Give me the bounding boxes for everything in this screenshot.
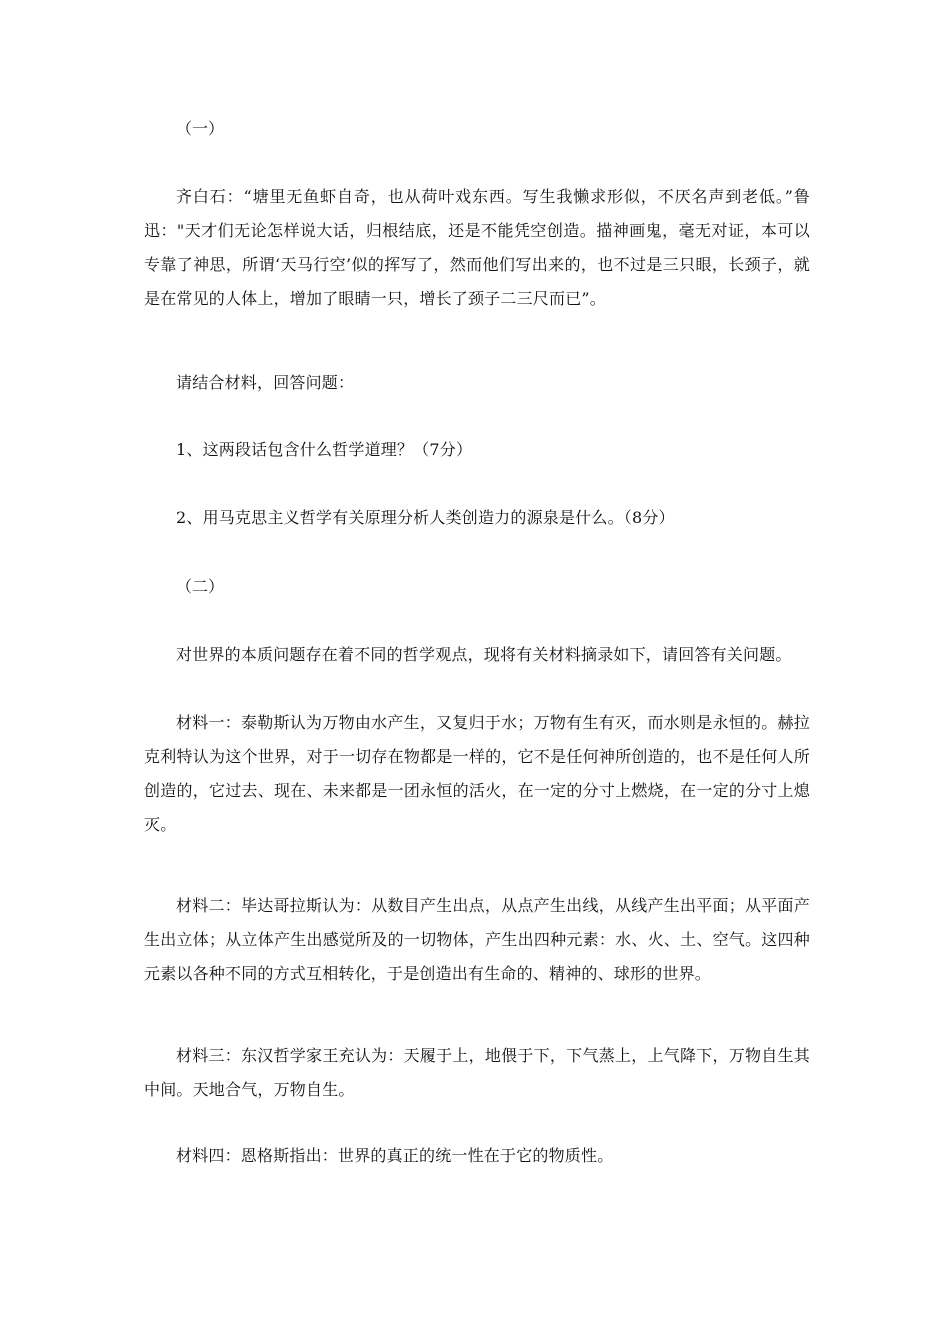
material-two: 材料二：毕达哥拉斯认为：从数目产生出点，从点产生出线，从线产生出平面；从平面产生出立体；从立体产生出感觉所及的一切物体，产生出四种元素：水、火、土、空气。这四种元素以各种不同的方式互相转化，于是创造出有生命的、精神的、球形的世界。 <box>144 896 810 983</box>
section-two-intro: 对世界的本质问题存在着不同的哲学观点，现将有关材料摘录如下，请回答有关问题。 <box>176 645 792 664</box>
material-three: 材料三：东汉哲学家王充认为：天履于上，地偎于下，下气蒸上，上气降下，万物自生其中间。天地合气，万物自生。 <box>144 1046 810 1099</box>
section-one-heading: （一） <box>176 119 225 138</box>
material-four: 材料四：恩格斯指出：世界的真正的统一性在于它的物质性。 <box>176 1146 614 1165</box>
question-two: 2、用马克思主义哲学有关原理分析人类创造力的源泉是什么。（8分） <box>176 508 675 527</box>
section-one-quote: 齐白石：“塘里无鱼虾自奇，也从荷叶戏东西。写生我懒求形似，不厌名声到老低。”鲁迅："天才们无论怎样说大话，归根结底，还是不能凭空创造。描神画鬼，毫无对证，本可以专靠了神思，所谓‘天马行空’似的挥写了，然而他们写出来的，也不过是三只眼，长颈子，就是在常见的人体上，增加了眼睛一只，增长了颈子二三尺而已”。 <box>144 187 810 308</box>
question-one: 1、这两段话包含什么哲学道理？（7分） <box>176 440 473 459</box>
section-two-heading: （二） <box>176 577 225 596</box>
material-one: 材料一：泰勒斯认为万物由水产生，又复归于水；万物有生有灭，而水则是永恒的。赫拉克利特认为这个世界，对于一切存在物都是一样的，它不是任何神所创造的，也不是任何人所创造的，它过去、现在、未来都是一团永恒的活火，在一定的分寸上燃烧，在一定的分寸上熄灭。 <box>144 713 810 834</box>
section-one-prompt: 请结合材料，回答问题： <box>176 373 355 392</box>
